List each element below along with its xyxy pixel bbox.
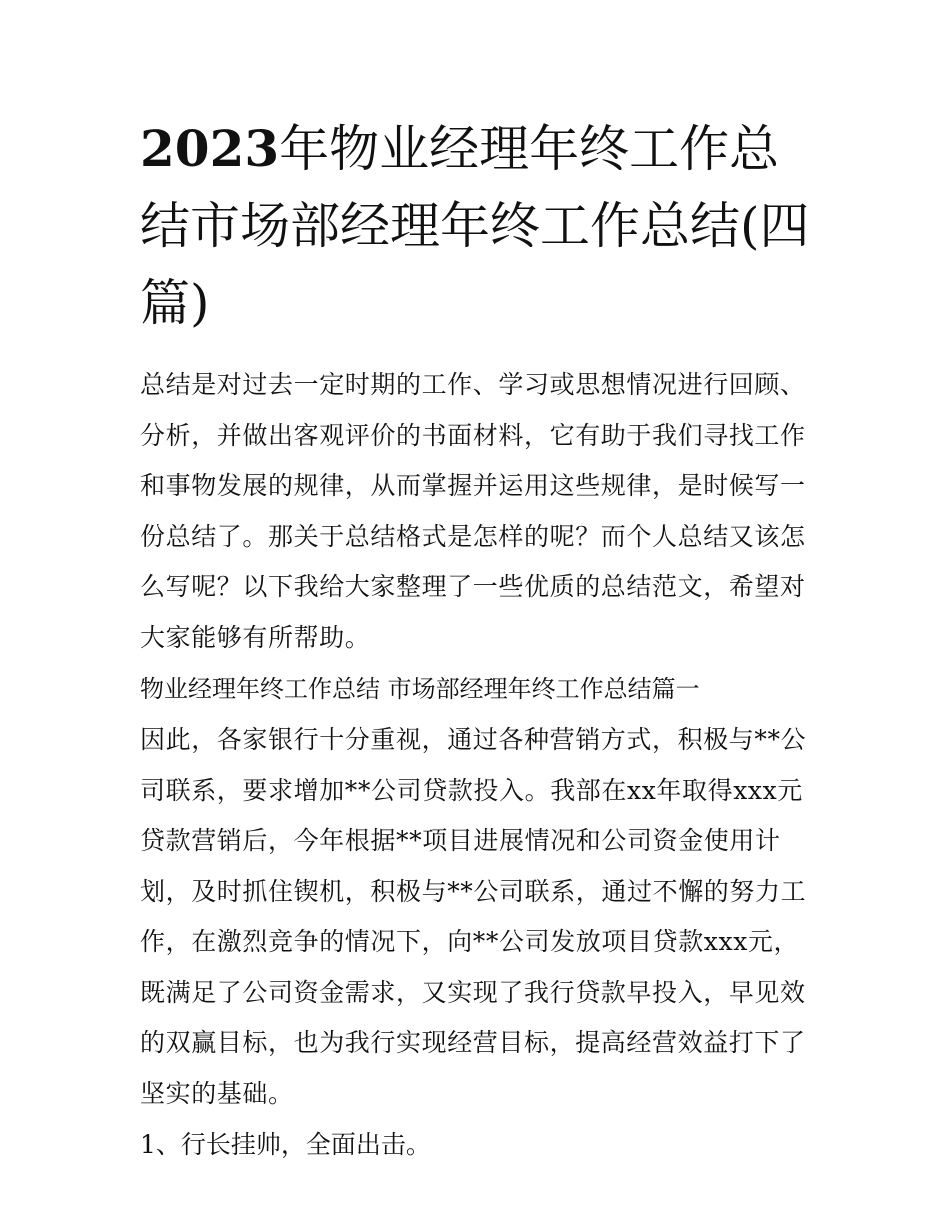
list-item: 1、行长挂帅，全面出击。 xyxy=(140,1130,431,1159)
document-title-text: 年物业经理年终工作总结市场部经理年终工作总结(四篇) xyxy=(140,120,810,332)
intro-paragraph: 总结是对过去一定时期的工作、学习或思想情况进行回顾、分析，并做出客观评价的书面材料，它有助于我们寻找工作和事物发展的规律，从而掌握并运用这些规律，是时候写一份总结了。那关于总结格式是怎样的呢？而个人总结又该怎么写呢？以下我给大家整理了一些优质的总结范文，希望对大家能够有所帮助。 xyxy=(140,370,806,652)
document-page xyxy=(140,110,816,1171)
document-title-year: 2023 xyxy=(140,119,280,178)
document-title xyxy=(140,110,816,342)
body-paragraph: 因此，各家银行十分重视，通过各种营销方式，积极与**公司联系，要求增加**公司贷款投入。我部在xx年取得xxx元贷款营销后，今年根据**项目进展情况和公司资金使用计划，及时抓住锲机，积极与**公司联系，通过不懈的努力工作，在激烈竞争的情况下，向**公司发放项目贷款xxx元，既满足了公司资金需求，又实现了我行贷款早投入，早见效的双赢目标，也为我行实现经营目标，提高经营效益打下了坚实的基础。 xyxy=(140,725,807,1108)
section-heading: 物业经理年终工作总结 市场部经理年终工作总结篇一 xyxy=(140,675,700,703)
